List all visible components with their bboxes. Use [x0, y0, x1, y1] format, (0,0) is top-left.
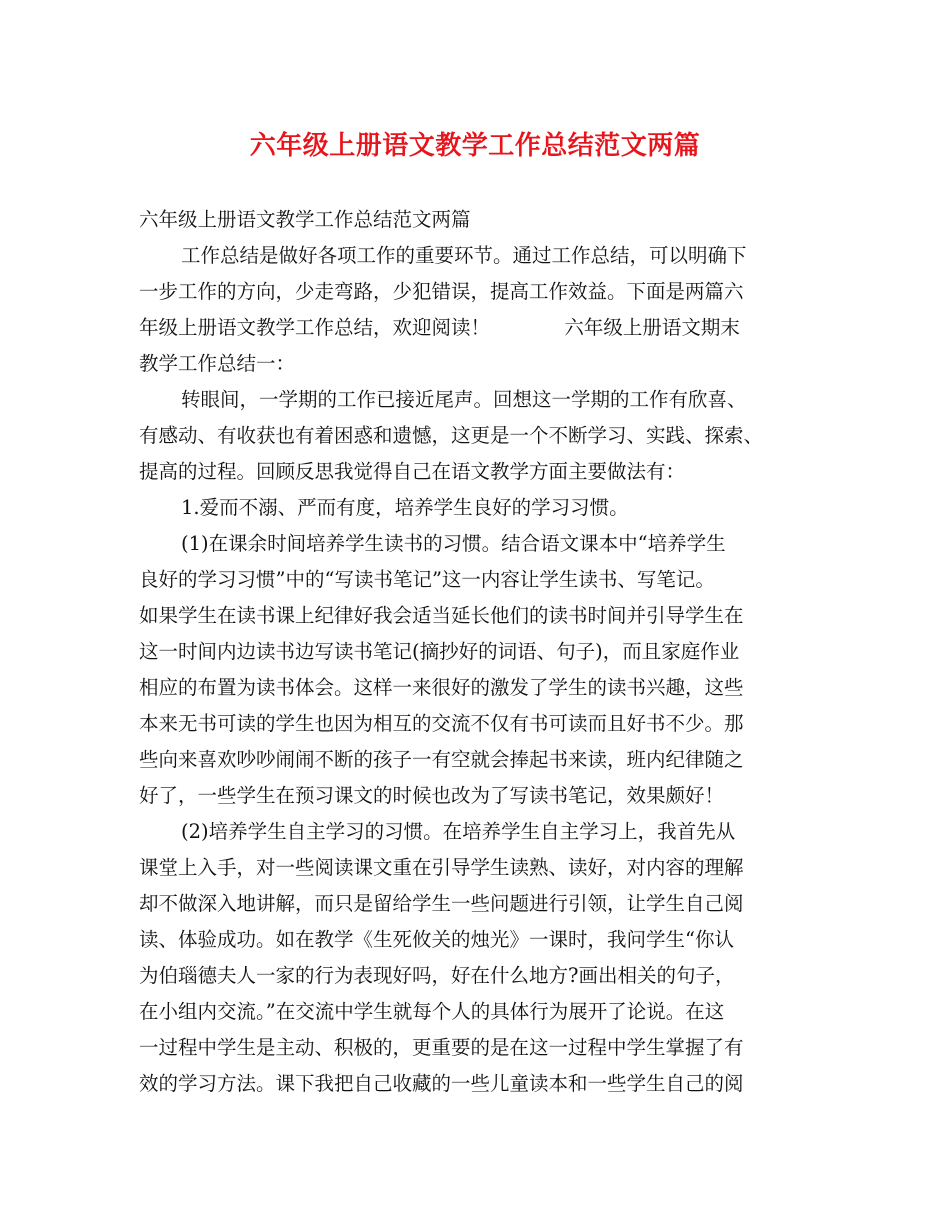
text-line: 有感动、有收获也有着困惑和遗憾，这更是一个不断学习、实践、探索、: [139, 424, 764, 447]
text-line: 读、体验成功。如在教学《生死攸关的烛光》一课时，我问学生“你认: [139, 928, 734, 951]
text-line: 课堂上入手，对一些阅读课文重在引导学生读熟、读好，对内容的理解: [139, 856, 744, 879]
document-title: 六年级上册语文教学工作总结范文两篇: [249, 131, 701, 161]
text-line: 良好的学习习惯”中的“写读书笔记”这一内容让学生读书、写笔记。: [139, 568, 715, 591]
text-line: 这一时间内边读书边写读书笔记(摘抄好的词语、句子)，而且家庭作业: [139, 640, 740, 663]
text-line: 本来无书可读的学生也因为相互的交流不仅有书可读而且好书不少。那: [139, 712, 744, 735]
text-line: 如果学生在读书课上纪律好我会适当延长他们的读书时间并引导学生在: [139, 604, 744, 627]
text-line: (1)在课余时间培养学生读书的习惯。结合语文课本中“培养学生: [181, 532, 726, 555]
text-line: 些向来喜欢吵吵闹闹不断的孩子一有空就会捧起书来读，班内纪律随之: [139, 748, 744, 771]
text-line: 转眼间，一学期的工作已接近尾声。回想这一学期的工作有欣喜、: [181, 388, 747, 411]
text-line: 一过程中学生是主动、积极的，更重要的是在这一过程中学生掌握了有: [139, 1036, 744, 1059]
text-line: 却不做深入地讲解，而只是留给学生一些问题进行引领，让学生自己阅: [139, 892, 744, 915]
document-body: [139, 202, 839, 1102]
text-line: 教学工作总结一：: [139, 352, 296, 375]
text-line: 为伯瑙德夫人一家的行为表现好吗，好在什么地方?画出相关的句子，: [139, 964, 735, 987]
text-line: 工作总结是做好各项工作的重要环节。通过工作总结，可以明确下: [181, 244, 747, 267]
text-line: 一步工作的方向，少走弯路，少犯错误，提高工作效益。下面是两篇六: [139, 280, 744, 303]
text-line: 六年级上册语文教学工作总结范文两篇: [139, 208, 471, 231]
text-line: 提高的过程。回顾反思我觉得自己在语文教学方面主要做法有：: [139, 460, 686, 483]
text-line: 年级上册语文教学工作总结，欢迎阅读！ 六年级上册语文期末: [139, 316, 740, 339]
text-line: 相应的布置为读书体会。这样一来很好的激发了学生的读书兴趣，这些: [139, 676, 744, 699]
text-line: 效的学习方法。课下我把自己收藏的一些儿童读本和一些学生自己的阅: [139, 1072, 744, 1095]
text-line: 1.爱而不溺、严而有度，培养学生良好的学习习惯。: [181, 496, 629, 519]
text-line: 在小组内交流。”在交流中学生就每个人的具体行为展开了论说。在这: [139, 1000, 725, 1023]
text-line: (2)培养学生自主学习的习惯。在培养学生自主学习上，我首先从: [181, 820, 736, 843]
text-line: 好了，一些学生在预习课文的时候也改为了写读书笔记，效果颇好！: [139, 784, 725, 807]
